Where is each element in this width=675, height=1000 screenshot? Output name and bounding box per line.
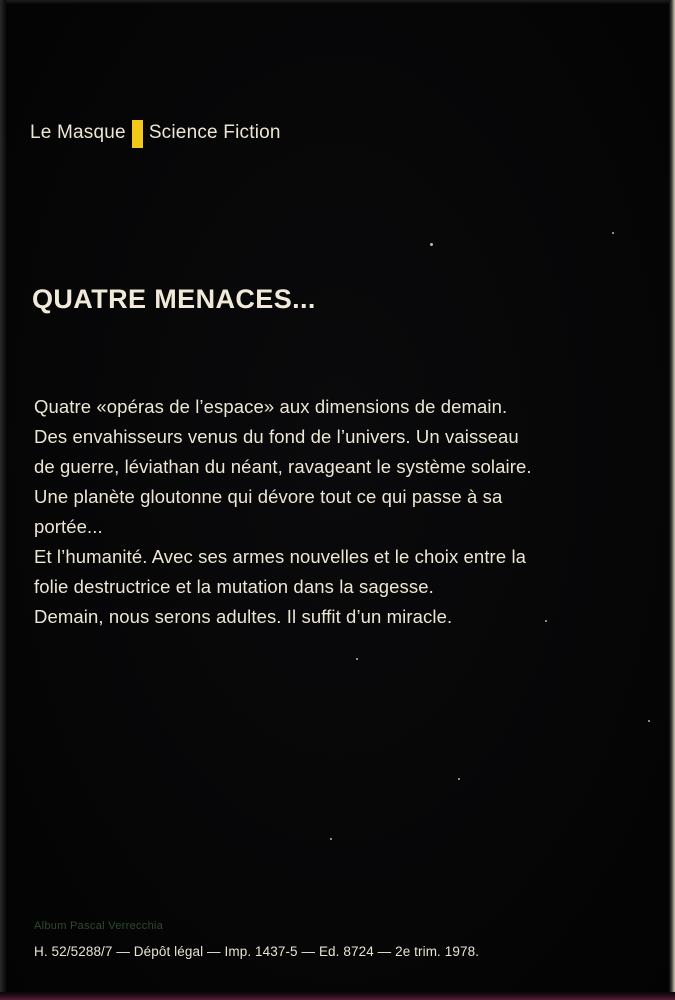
series-label [30, 120, 281, 146]
blurb-line: Et l’humanité. Avec ses armes nouvelles et le choix entre la [34, 546, 527, 567]
blurb-line: Demain, nous serons adultes. Il suffit d’un miracle. [34, 606, 453, 627]
series-name-left: Le Masque [30, 122, 126, 143]
blurb-line: folie destructrice et la mutation dans la sagesse. [34, 576, 434, 597]
blurb-line: de guerre, léviathan du néant, ravageant le système solaire. [34, 456, 532, 477]
blurb-text [34, 392, 644, 632]
star-speck [330, 838, 332, 840]
legal-deposit-line: H. 52/5288/7 — Dépôt légal — Imp. 1437-5 — Ed. 8724 — 2e trim. 1978. [34, 944, 480, 959]
star-speck [356, 658, 358, 660]
series-mask-mark [132, 120, 143, 148]
cover-top-edge [0, 0, 675, 4]
book-title: QUATRE MENACES... [32, 284, 316, 314]
blurb-line: Une planète gloutonne qui dévore tout ce qui passe à sa [34, 486, 503, 507]
photo-credit: Album Pascal Verrecchia [34, 920, 164, 932]
blurb-line: Des envahisseurs venus du fond de l’univers. Un vaisseau [34, 426, 519, 447]
star-speck [612, 232, 614, 234]
star-speck [430, 243, 433, 246]
cover-left-edge [0, 0, 6, 1000]
star-speck [458, 778, 460, 780]
blurb-line: Quatre «opéras de l’espace» aux dimensions de demain. [34, 396, 508, 417]
cover-right-edge [669, 0, 675, 1000]
blurb-line: portée... [34, 516, 103, 537]
star-speck [648, 720, 650, 722]
cover-bottom-edge [0, 992, 675, 1000]
series-name-right: Science Fiction [148, 122, 281, 143]
